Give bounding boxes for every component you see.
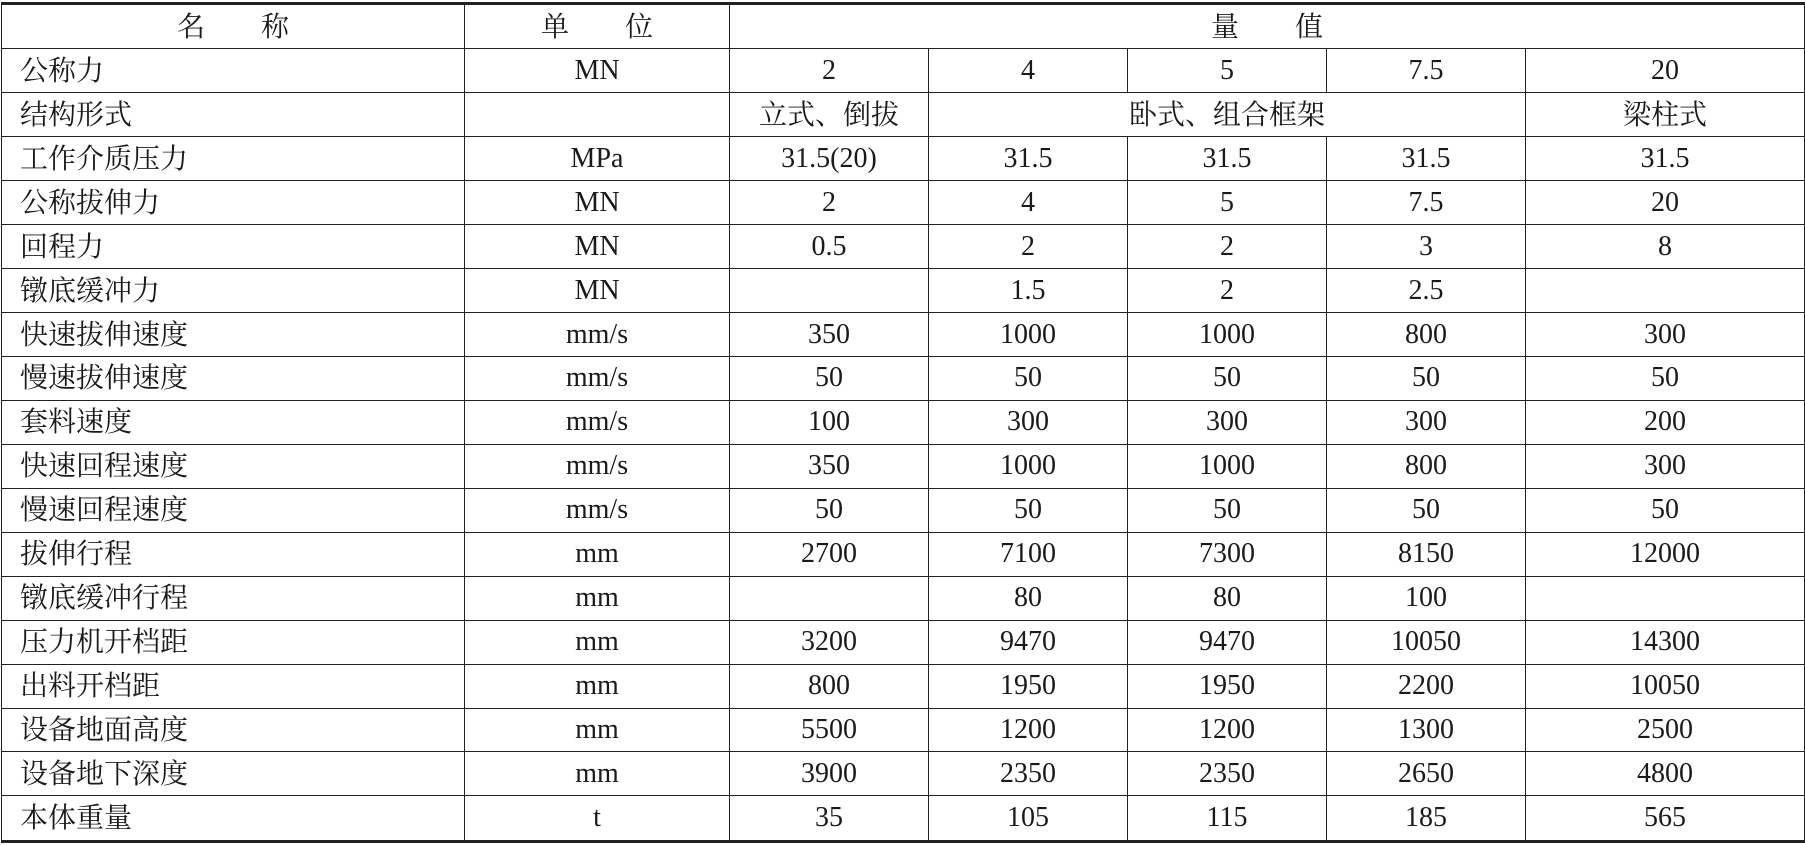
row-value: 100 [1327,576,1526,620]
row-name: 出料开档距 [2,664,465,708]
row-unit: mm/s [465,400,730,444]
row-unit: MN [465,49,730,93]
row-value: 10050 [1526,664,1805,708]
table-row [2,93,1805,137]
table-row [2,532,1805,576]
row-value: 100 [730,400,929,444]
row-unit: MN [465,269,730,313]
row-value: 10050 [1327,620,1526,664]
table-row [2,752,1805,796]
row-value: 115 [1128,796,1327,842]
row-value: 31.5 [1327,137,1526,181]
header-name: 名 称 [2,4,465,49]
row-unit [465,93,730,137]
row-value: 200 [1526,400,1805,444]
row-value: 300 [1128,400,1327,444]
table-row [2,664,1805,708]
row-value: 3900 [730,752,929,796]
row-value: 1000 [1128,313,1327,357]
row-value: 3 [1327,225,1526,269]
row-unit: mm/s [465,357,730,401]
row-unit: t [465,796,730,842]
table-row [2,576,1805,620]
row-name: 工作介质压力 [2,137,465,181]
table-row [2,225,1805,269]
row-unit: MN [465,225,730,269]
row-value: 1200 [929,708,1128,752]
row-name: 结构形式 [2,93,465,137]
row-value: 2200 [1327,664,1526,708]
table-row [2,708,1805,752]
row-unit: mm [465,708,730,752]
row-value [730,269,929,313]
row-value: 2500 [1526,708,1805,752]
row-name: 套料速度 [2,400,465,444]
structure-value: 梁柱式 [1526,93,1805,137]
row-value: 2 [1128,269,1327,313]
row-value: 50 [1128,357,1327,401]
row-name: 慢速拔伸速度 [2,357,465,401]
row-value: 5 [1128,181,1327,225]
row-name: 设备地面高度 [2,708,465,752]
table-row [2,488,1805,532]
row-unit: mm/s [465,444,730,488]
header-unit: 单 位 [465,4,730,49]
row-name: 镦底缓冲力 [2,269,465,313]
row-value: 20 [1526,181,1805,225]
row-value: 14300 [1526,620,1805,664]
row-value: 1950 [1128,664,1327,708]
row-value: 12000 [1526,532,1805,576]
row-value: 8 [1526,225,1805,269]
row-name: 设备地下深度 [2,752,465,796]
row-name: 公称拔伸力 [2,181,465,225]
structure-value: 卧式、组合框架 [929,93,1526,137]
hydraulic-press-spec-table [1,2,1805,843]
row-value [1526,576,1805,620]
row-value: 5500 [730,708,929,752]
row-unit: mm [465,576,730,620]
table-row [2,313,1805,357]
row-value: 7100 [929,532,1128,576]
row-value: 300 [1526,313,1805,357]
row-value: 7.5 [1327,49,1526,93]
row-value: 50 [730,488,929,532]
row-value: 2 [1128,225,1327,269]
row-value: 5 [1128,49,1327,93]
row-value: 300 [1526,444,1805,488]
structure-value: 立式、倒拔 [730,93,929,137]
table-row [2,796,1805,842]
header-value: 量 值 [730,4,1805,49]
row-value: 31.5 [1128,137,1327,181]
row-value: 7300 [1128,532,1327,576]
row-value: 2650 [1327,752,1526,796]
table-row [2,400,1805,444]
row-value: 4 [929,49,1128,93]
row-name: 镦底缓冲行程 [2,576,465,620]
row-name: 本体重量 [2,796,465,842]
row-value: 2.5 [1327,269,1526,313]
row-value: 800 [730,664,929,708]
row-value: 50 [1327,488,1526,532]
row-value: 31.5(20) [730,137,929,181]
row-value: 1200 [1128,708,1327,752]
row-unit: mm/s [465,313,730,357]
table-row [2,269,1805,313]
row-value [730,576,929,620]
row-value: 7.5 [1327,181,1526,225]
row-name: 慢速回程速度 [2,488,465,532]
row-value: 50 [1526,357,1805,401]
row-value: 4800 [1526,752,1805,796]
row-value: 50 [1526,488,1805,532]
table-header-row [2,4,1805,49]
table-row [2,620,1805,664]
row-value: 800 [1327,444,1526,488]
row-value: 35 [730,796,929,842]
table-row [2,181,1805,225]
table-row [2,49,1805,93]
row-value: 9470 [1128,620,1327,664]
row-unit: MN [465,181,730,225]
row-value: 1950 [929,664,1128,708]
row-value: 1300 [1327,708,1526,752]
row-value: 50 [929,357,1128,401]
row-value: 31.5 [929,137,1128,181]
row-name: 拔伸行程 [2,532,465,576]
row-value [1526,269,1805,313]
row-value: 800 [1327,313,1526,357]
row-value: 80 [1128,576,1327,620]
row-value: 350 [730,444,929,488]
table-row [2,444,1805,488]
row-unit: mm [465,752,730,796]
row-value: 80 [929,576,1128,620]
row-unit: MPa [465,137,730,181]
row-value: 20 [1526,49,1805,93]
row-value: 50 [1128,488,1327,532]
row-value: 50 [1327,357,1526,401]
row-unit: mm [465,532,730,576]
row-value: 185 [1327,796,1526,842]
row-value: 565 [1526,796,1805,842]
row-name: 公称力 [2,49,465,93]
row-value: 2 [929,225,1128,269]
row-value: 8150 [1327,532,1526,576]
table-row [2,357,1805,401]
row-value: 350 [730,313,929,357]
row-value: 3200 [730,620,929,664]
row-name: 压力机开档距 [2,620,465,664]
row-unit: mm [465,620,730,664]
row-value: 1.5 [929,269,1128,313]
row-value: 1000 [929,313,1128,357]
row-value: 2 [730,181,929,225]
row-name: 回程力 [2,225,465,269]
row-value: 1000 [929,444,1128,488]
table-row [2,137,1805,181]
row-value: 31.5 [1526,137,1805,181]
row-value: 2 [730,49,929,93]
row-value: 1000 [1128,444,1327,488]
row-value: 4 [929,181,1128,225]
row-value: 0.5 [730,225,929,269]
row-value: 300 [929,400,1128,444]
row-value: 50 [929,488,1128,532]
row-value: 9470 [929,620,1128,664]
row-value: 2350 [1128,752,1327,796]
row-unit: mm/s [465,488,730,532]
row-value: 2700 [730,532,929,576]
row-unit: mm [465,664,730,708]
row-value: 300 [1327,400,1526,444]
row-name: 快速拔伸速度 [2,313,465,357]
row-value: 105 [929,796,1128,842]
row-value: 2350 [929,752,1128,796]
row-value: 50 [730,357,929,401]
row-name: 快速回程速度 [2,444,465,488]
